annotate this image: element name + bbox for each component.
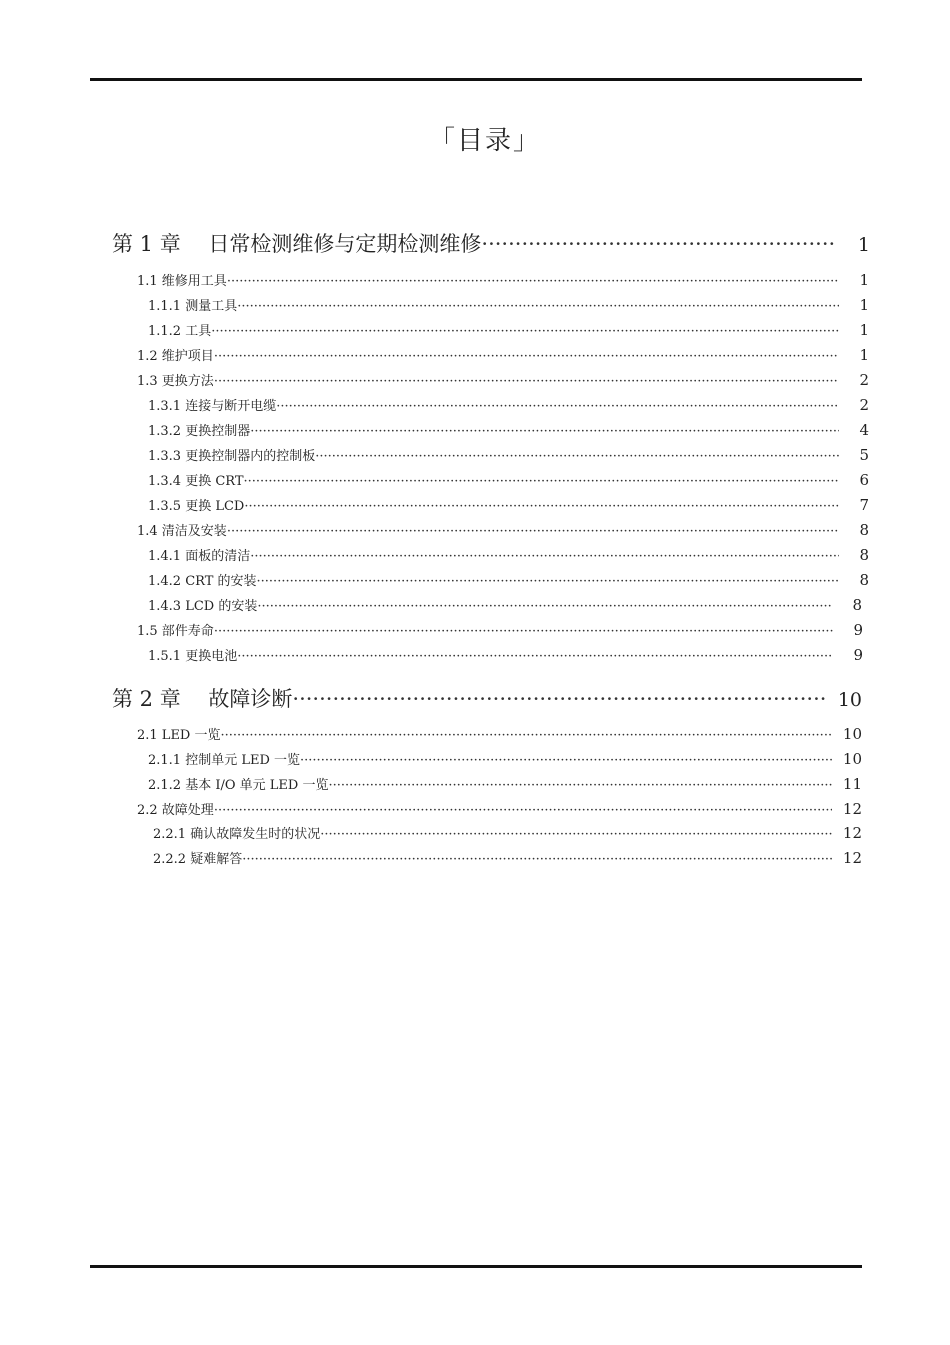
toc-entry-1-4[interactable] [137,520,869,540]
toc-entry-1-3-5[interactable] [148,495,869,515]
toc-entry-1-4-3[interactable] [148,595,862,615]
leader-dots [276,399,839,414]
toc-entry-1-1-1[interactable] [148,295,869,315]
leader-dots [214,624,833,639]
toc-page-number: 2 [859,371,869,389]
toc-page-number: 8 [852,596,862,614]
toc-label: 1.3.2 更换控制器 [148,424,251,439]
page-title: 「目录」 [428,126,541,156]
top-rule [90,78,862,81]
leader-dots [292,687,828,711]
toc-page-number: 10 [842,725,862,743]
toc-entry-2-1-1[interactable] [148,749,862,769]
leader-dots [257,574,839,589]
leader-dots [250,549,839,564]
toc-label: 1.3 更换方法 [137,374,214,389]
toc-entry-2-1[interactable] [137,724,862,744]
toc-entry-2-2-1[interactable] [153,823,862,843]
toc-page-number: 8 [859,546,869,564]
toc-label: 1.5 部件寿命 [137,624,214,639]
toc-page-number: 12 [842,824,862,842]
toc-page-number: 8 [859,521,869,539]
toc-label: 第 1 章 日常检测维修与定期检测维修 [112,232,482,256]
toc-label: 1.4.1 面板的清洁 [148,549,251,564]
toc-entry-1-1[interactable] [137,270,869,290]
leader-dots [214,374,839,389]
toc-label: 2.2 故障处理 [137,803,214,818]
leader-dots [315,449,839,464]
toc-label: 1.4.2 CRT 的安装 [148,574,257,589]
leader-dots [328,778,832,793]
toc-entry-1-5[interactable] [137,620,863,640]
toc-label: 1.4 清洁及安装 [137,524,227,539]
toc-label: 1.3.5 更换 LCD [148,499,245,514]
leader-dots [257,599,832,614]
toc-page-number: 4 [859,421,869,439]
toc-entry-1-3-4[interactable] [148,470,869,490]
leader-dots [242,852,832,867]
toc-page-number: 12 [842,849,862,867]
toc-page-number: 12 [842,800,862,818]
toc-entry-2-2-2[interactable] [153,848,862,868]
leader-dots [237,649,833,664]
toc-entry-1-1-2[interactable] [148,320,869,340]
leader-dots [211,324,839,339]
toc-entry-1-5-1[interactable] [148,645,863,665]
toc-label: 1.3.3 更换控制器内的控制板 [148,449,316,464]
toc-chapter-1[interactable] [112,228,870,256]
leader-dots [300,753,832,768]
leader-dots [250,424,839,439]
toc-page-number: 7 [859,496,869,514]
toc-entry-1-3-3[interactable] [148,445,869,465]
toc-page-number: 11 [842,775,862,793]
leader-dots [244,499,839,514]
leader-dots [244,474,839,489]
toc-page-number: 5 [859,446,869,464]
toc-entry-1-2[interactable] [137,345,869,365]
leader-dots [481,232,836,256]
toc-page-number: 10 [837,689,862,711]
toc-page-number: 9 [853,621,863,639]
toc-entry-2-1-2[interactable] [148,774,862,794]
leader-dots [320,827,832,842]
toc-page-number: 1 [859,321,869,339]
leader-dots [214,803,832,818]
toc-entry-2-2[interactable] [137,799,862,819]
toc-label: 1.1.1 测量工具 [148,299,238,314]
toc-page-number: 1 [859,271,869,289]
toc-label: 1.4.3 LCD 的安装 [148,599,258,614]
toc-page-number: 1 [857,234,870,256]
toc-label: 2.1.2 基本 I/O 单元 LED 一览 [148,778,329,793]
toc-page-number: 6 [859,471,869,489]
leader-dots [227,274,839,289]
toc-label: 2.2.1 确认故障发生时的状况 [153,827,321,842]
toc-entry-1-3-2[interactable] [148,420,869,440]
toc-label: 第 2 章 故障诊断 [112,687,293,711]
toc-label: 1.1.2 工具 [148,324,212,339]
toc-entry-1-3[interactable] [137,370,869,390]
toc-entry-1-4-2[interactable] [148,570,869,590]
leader-dots [237,299,839,314]
leader-dots [214,349,839,364]
toc-label: 1.5.1 更换电池 [148,649,238,664]
toc-page-number: 10 [842,750,862,768]
toc-label: 2.1.1 控制单元 LED 一览 [148,753,301,768]
toc-page-number: 1 [859,296,869,314]
toc-page-number: 1 [859,346,869,364]
toc-label: 1.3.1 连接与断开电缆 [148,399,277,414]
toc-label: 1.3.4 更换 CRT [148,474,244,489]
toc-label: 1.1 维修用工具 [137,274,227,289]
toc-chapter-2[interactable] [112,683,862,711]
toc-label: 1.2 维护项目 [137,349,214,364]
toc-label: 2.2.2 疑难解答 [153,852,243,867]
bottom-rule [90,1265,862,1268]
toc-entry-1-4-1[interactable] [148,545,869,565]
toc-page-number: 9 [853,646,863,664]
toc-entry-1-3-1[interactable] [148,395,869,415]
leader-dots [221,728,833,743]
toc-page-number: 2 [859,396,869,414]
toc-label: 2.1 LED 一览 [137,728,221,743]
leader-dots [227,524,839,539]
toc-page-number: 8 [859,571,869,589]
